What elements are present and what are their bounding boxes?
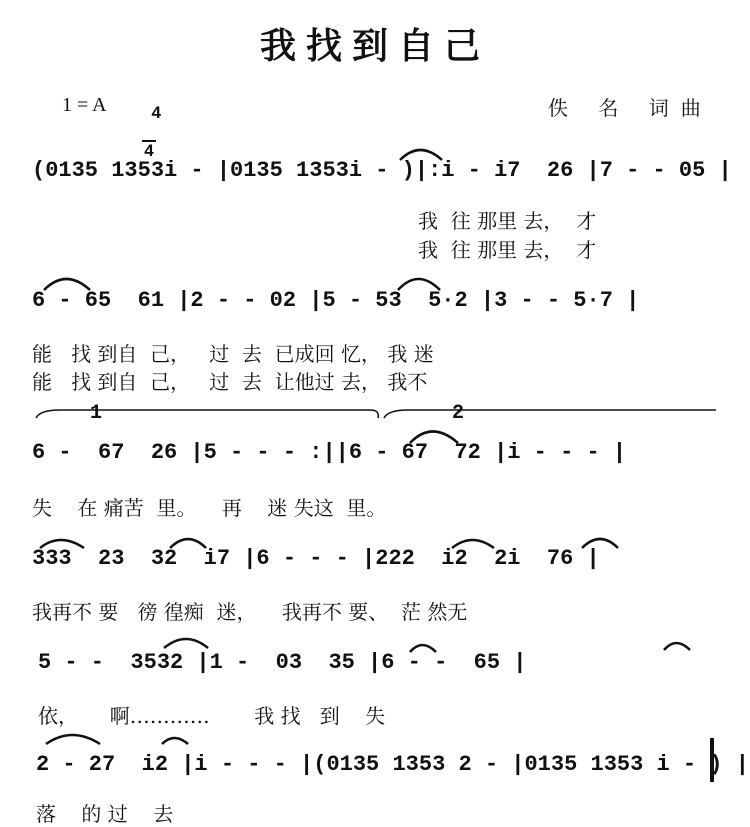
- lyric-row-6: 落 的 过 去: [36, 802, 174, 826]
- volta-2-bracket: [384, 410, 716, 418]
- slur-1: [400, 150, 442, 160]
- meter-top: 4: [151, 103, 161, 122]
- slur-2: [44, 279, 90, 290]
- meter-bar: 4: [142, 140, 156, 160]
- notation-row-3: 6 - 67 26 |5 - - - :||6 - 67 72 |i - - - |: [32, 440, 627, 465]
- slur-4: [410, 432, 458, 444]
- volta-1-bracket: [36, 410, 378, 418]
- slur-9: [164, 639, 208, 648]
- page-title: 我找到自己: [259, 25, 490, 67]
- lyric-row-2-verse-1: 能 找 到自 己， 过 去 已成回 忆， 我 迷: [32, 342, 434, 366]
- lyric-row-3: 失 在 痛苦 里。 再 迷 失这 里。: [32, 496, 387, 520]
- notation-row-5: 5 - - 3532 |1 - 03 35 |6 - - 65 |: [38, 650, 527, 675]
- volta-2-label: 2: [452, 402, 465, 425]
- lyric-row-5: 依， 啊………… 我 找 到 失: [38, 704, 386, 728]
- author-credit: 佚 名 词曲: [548, 96, 713, 120]
- slur-8: [582, 539, 618, 548]
- slur-10: [410, 645, 436, 652]
- slur-12: [46, 735, 100, 744]
- slur-7: [452, 540, 494, 548]
- slur-11: [664, 643, 690, 650]
- volta-1-label: 1: [90, 402, 103, 425]
- slur-13: [162, 738, 188, 744]
- lyric-row-2-verse-2: 能 找 到自 己， 过 去 让他过 去， 我不: [32, 370, 428, 394]
- key-signature: 1 = A: [62, 94, 107, 116]
- slur-3: [398, 279, 440, 290]
- slur-5: [40, 540, 84, 548]
- notation-row-2: 6 - 65 61 |2 - - 02 |5 - 53 5·2 |3 - - 5·7 |: [32, 288, 640, 313]
- notation-row-1: (0135 1353i - |0135 1353i - )|:i - i7 26 |7 - - 05 |: [32, 158, 732, 183]
- lyric-row-4: 我再不 要 徬 徨痴 迷， 我再不 要、 茫 然无: [32, 600, 468, 624]
- lyric-row-1-verse-2: 我 往 那里 去， 才: [418, 238, 597, 262]
- notation-row-4: 333 23 32 i7 |6 - - - |222 i2 2i 76 |: [32, 546, 600, 571]
- notation-row-6: 2 - 27 i2 |i - - - |(0135 1353 2 - |0135 1353 i - ) |: [36, 752, 749, 777]
- slur-6: [170, 539, 206, 548]
- lyric-row-1-verse-1: 我 往 那里 去， 才: [418, 209, 597, 233]
